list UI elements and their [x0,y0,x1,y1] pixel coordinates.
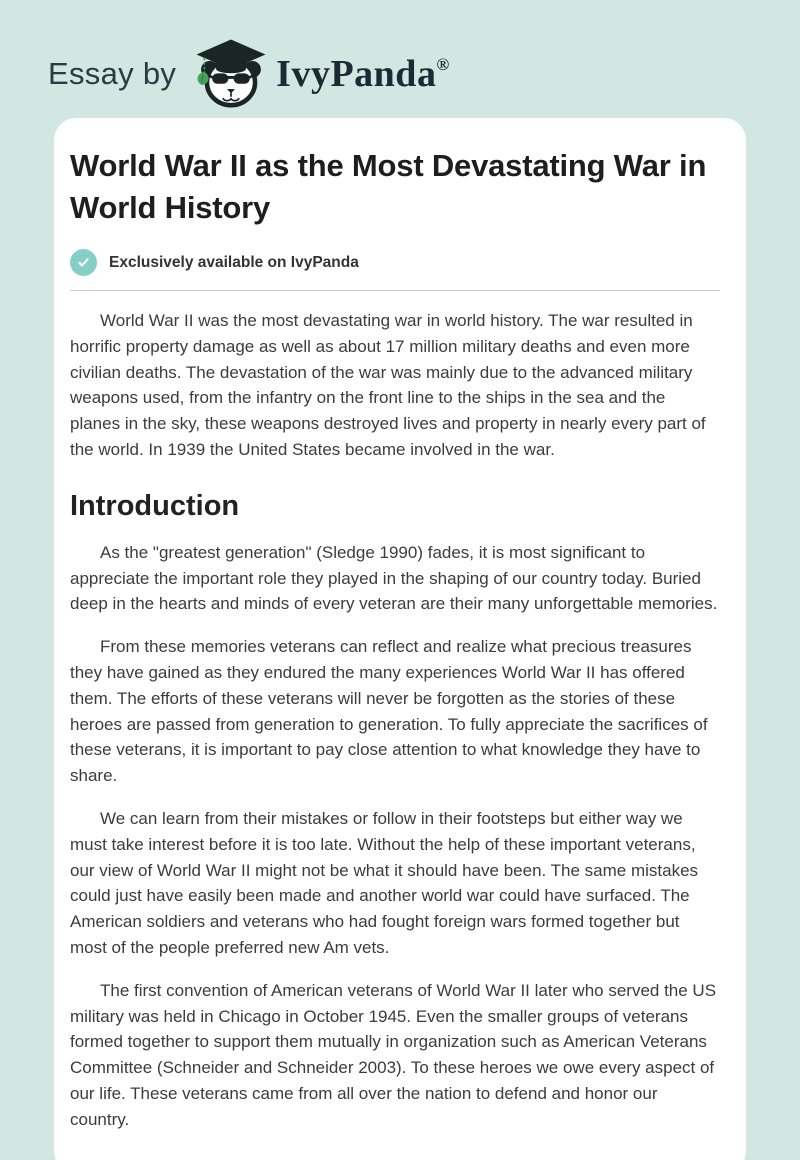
exclusive-badge [70,249,720,276]
lead-paragraph: World War II was the most devastating war in world history. The war resulted in horrific property damage as well as about 17 million military deaths and even more civilian deaths. The devastation of the war was mainly due to the advanced military weapons used, from the infantry on the front line to the ships in the sea and the planes in the sky, these weapons destroyed lives and property in nearly every part of the world. In 1939 the United States became involved in the war. [70,311,706,459]
paragraph-1: As the "greatest generation" (Sledge 1990) fades, it is most significant to appreciate the important role they played in the shaping of our country today. Buried deep in the hearts and minds of every veteran are their many unforgettable memories. [70,542,718,614]
exclusive-badge-label: Exclusively available on IvyPanda [109,253,359,271]
brand-text: IvyPanda [276,53,437,95]
ivypanda-logo[interactable] [192,37,449,111]
section-heading-introduction: Introduction [70,489,240,522]
brand-name [276,52,449,96]
registered-mark: ® [436,55,450,74]
essay-by-label: Essay by [48,56,177,91]
site-header [0,0,800,118]
essay-card [54,118,746,1160]
essay-title: World War II as the Most Devastating War in World History [70,148,707,225]
divider [70,290,720,291]
paragraph-2: From these memories veterans can reflect and realize what precious treasures they have gained as they endured the many experiences World War II has offered them. The efforts of these veterans will never be forgotten as the stories of these heroes are passed from generation to generation. To fully appreciate the sacrifices of these veterans, it is important to pay close attention to what knowledge they have to share. [70,637,708,786]
paragraph-4: The first convention of American veterans of World War II later who served the US military was held in Chicago in October 1945. Even the smaller groups of veterans formed together to support them mutually in organization such as American Veterans Committee (Schneider and Schneider 2003). To these heroes we owe every aspect of our life. These veterans came from all over the nation to defend and honor our country. [70,980,717,1129]
essay-body [70,308,720,1133]
check-icon [70,249,97,276]
panda-graduate-icon [192,37,270,111]
paragraph-3: We can learn from their mistakes or follow in their footsteps but either way we must take interest before it is too late. Without the help of these important veterans, our view of World War II might not be what it should have been. The same mistakes could just have easily been made and another world war could have surfaced. The American soldiers and veterans who had fought foreign wars formed together but most of the people preferred new Am vets. [70,808,699,957]
